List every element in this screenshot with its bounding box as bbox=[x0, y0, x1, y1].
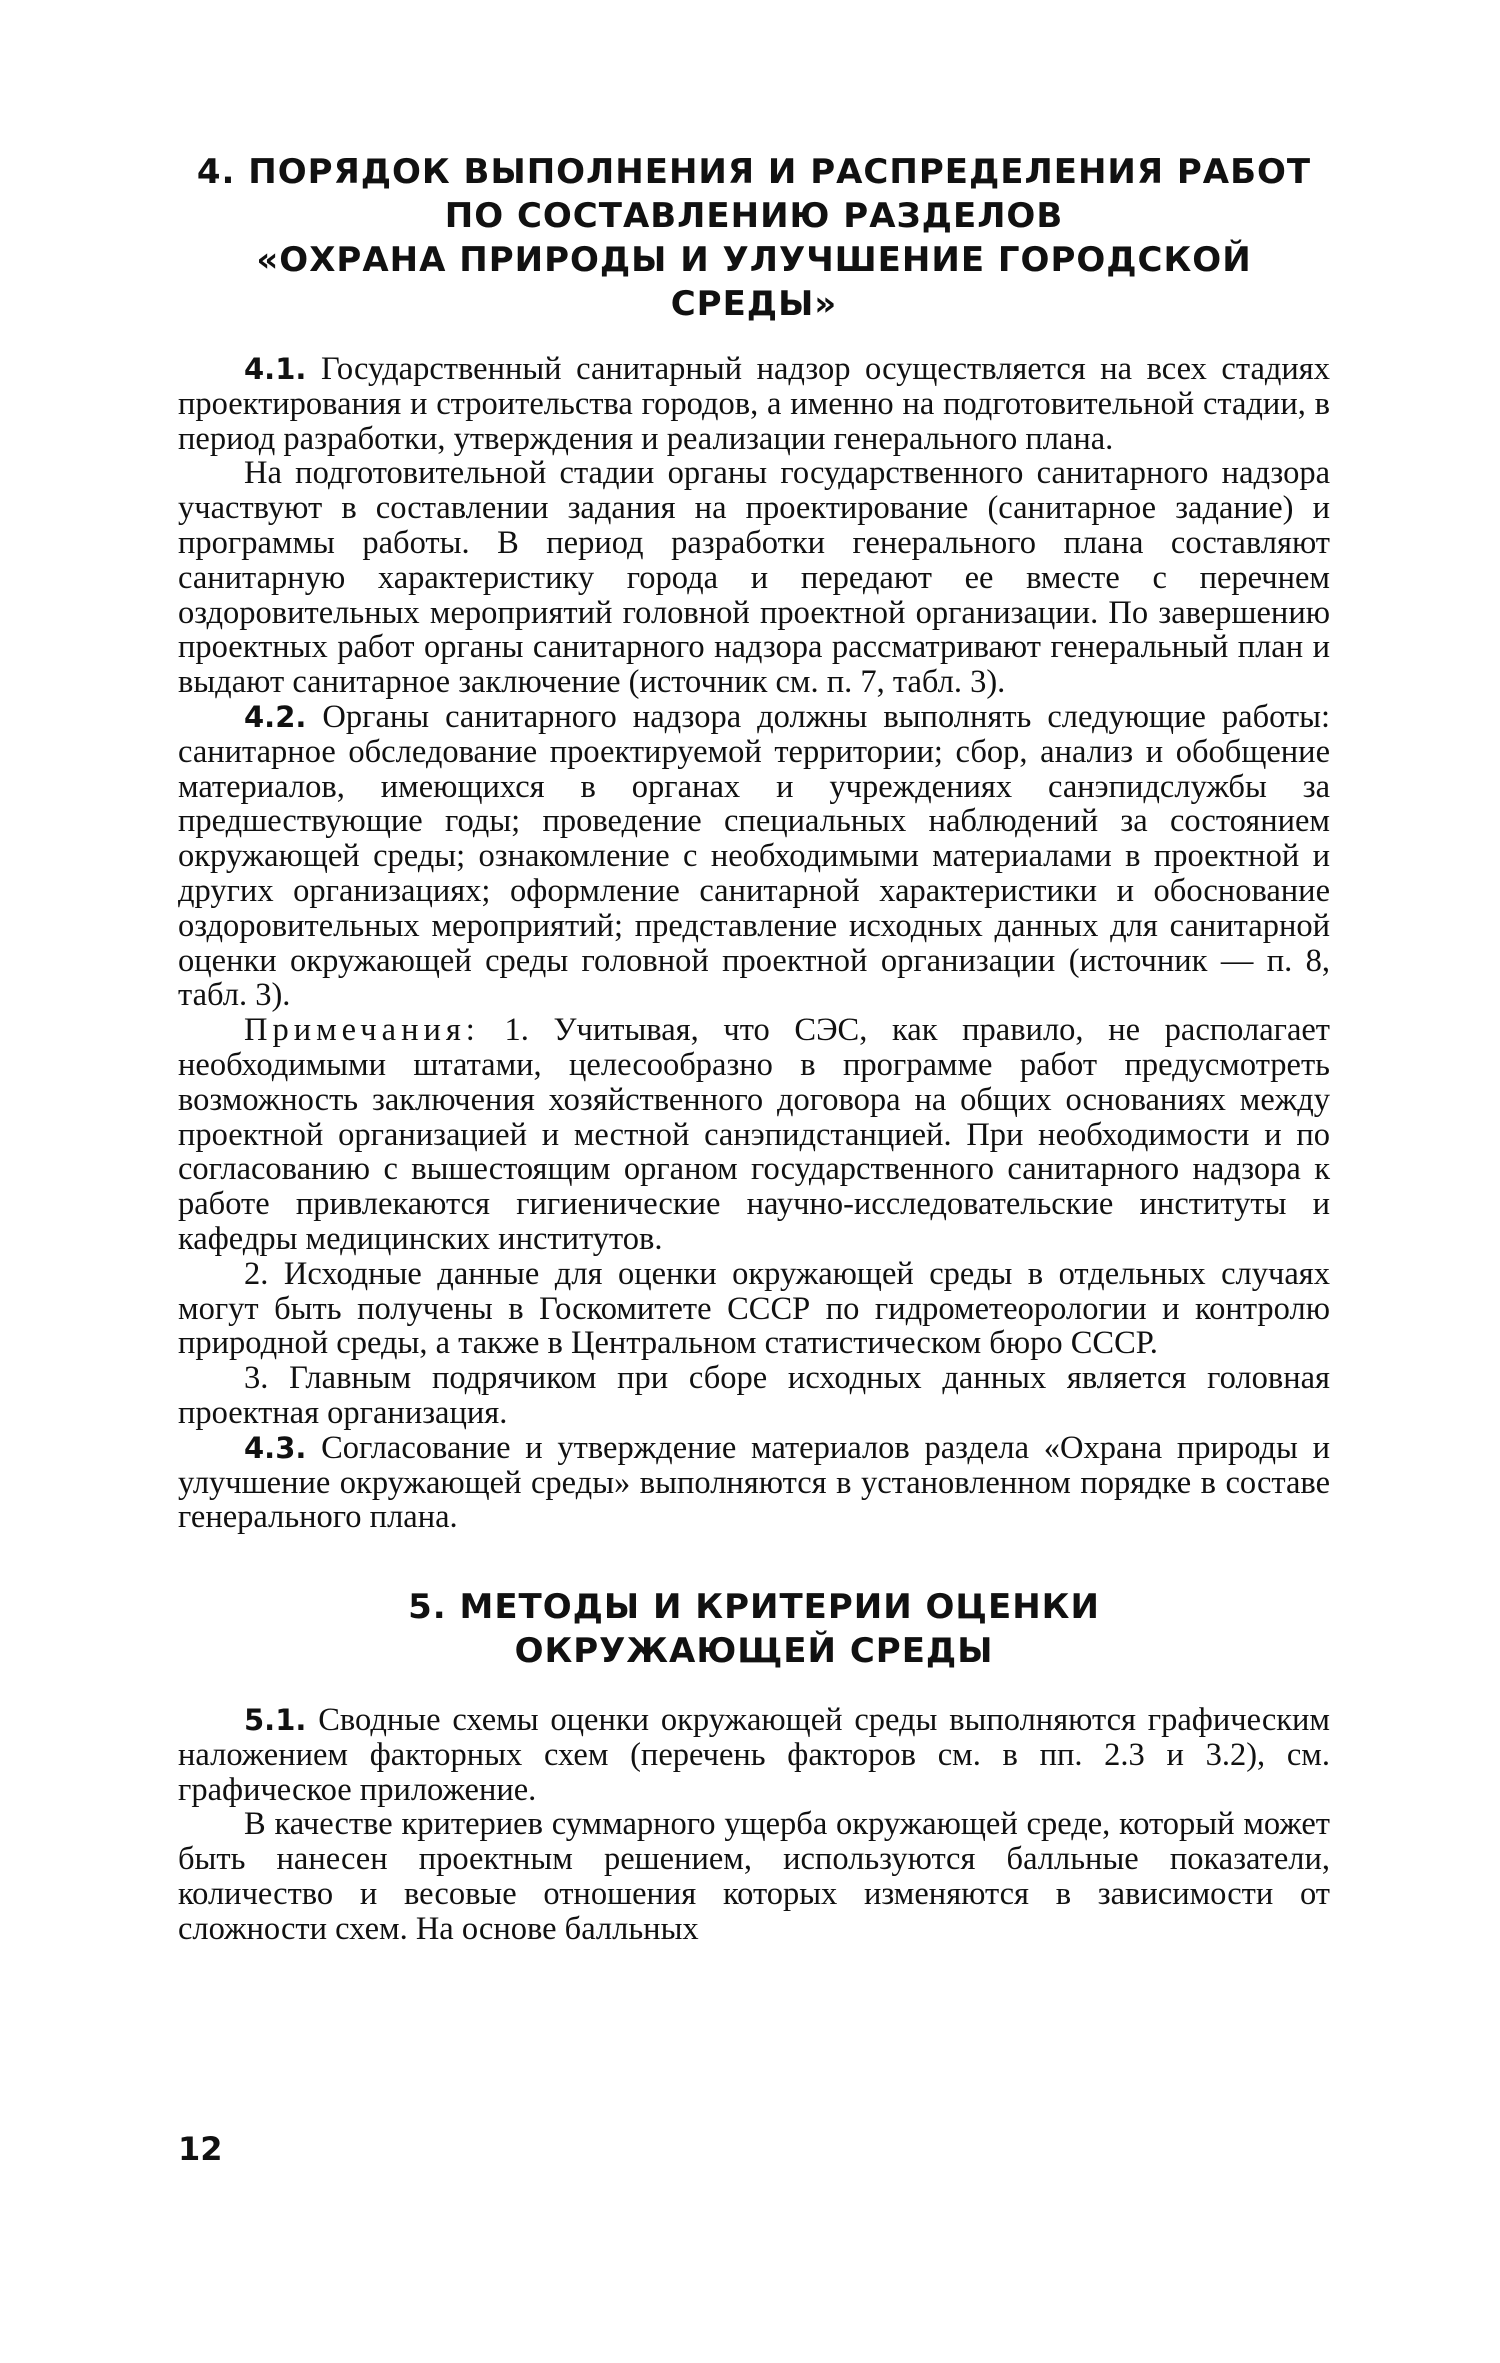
section-4-title-line-1: 4. ПОРЯДОК ВЫПОЛНЕНИЯ И РАСПРЕДЕЛЕНИЯ РАБОТ bbox=[196, 152, 1312, 192]
paragraph-5-1-continued-text: В качестве критериев суммарного ущерба окружающей среде, который может быть нанесен проектным решением, используются балльные показатели, количество и весовые отношения которых изменяются в зависимости от сложности схем. На основе балльных bbox=[178, 1806, 1330, 1947]
paragraph-4-1-text: Государственный санитарный надзор осуществляется на всех стадиях проектирования и строительства городов, а именно на подготовительной стадии, в период разработки, утверждения и реализации генерального плана. bbox=[178, 351, 1331, 457]
paragraph-4-3 bbox=[178, 1431, 1330, 1535]
section-4-title-line-3: «ОХРАНА ПРИРОДЫ И УЛУЧШЕНИЕ ГОРОДСКОЙ СРЕДЫ» bbox=[256, 240, 1252, 324]
section-5-title bbox=[178, 1585, 1330, 1673]
paragraph-4-2-text: Органы санитарного надзора должны выполнять следующие работы: санитарное обследование проектируемой территории; сбор, анализ и обобщение материалов, имеющихся в органах и учреждениях санэпидслужбы за предшествующие годы; проведение специальных наблюдений за состоянием окружающей среды; ознакомление с необходимыми материалами в проектной и других организациях; оформление санитарной характеристики и обоснование оздоровительных мероприятий; представление исходных данных для санитарной оценки окружающей среды головной проектной организации (источник — п. 8, табл. 3). bbox=[178, 698, 1330, 1014]
paragraph-4-1-continued-text: На подготовительной стадии органы государственного санитарного надзора участвуют в составлении задания на проектирование (санитарное задание) и программы работы. В период разработки генерального плана составляют санитарную характеристику города и передают ее вместе с перечнем оздоровительных мероприятий головной проектной организации. По завершению проектных работ органы санитарного надзора рассматривают генеральный план и выдают санитарное заключение (источник см. п. 7, табл. 3). bbox=[178, 455, 1330, 701]
notes-label: Примечания: bbox=[244, 1012, 480, 1049]
paragraph-4-3-text: Согласование и утверждение материалов раздела «Охрана природы и улучшение окружающей среды» выполняются в установленном порядке в составе генерального плана. bbox=[178, 1429, 1330, 1536]
paragraph-4-1-number: 4.1. bbox=[244, 352, 307, 386]
paragraph-4-2-number: 4.2. bbox=[244, 699, 307, 734]
paragraph-5-1-number: 5.1. bbox=[244, 1703, 307, 1738]
document-page bbox=[178, 150, 1330, 1947]
section-4-title bbox=[178, 150, 1330, 326]
paragraph-5-1-text: Сводные схемы оценки окружающей среды выполняются графическим наложением факторных схем (перечень факторов см. в пп. 2.3 и 3.2), см. графическое приложение. bbox=[178, 1702, 1330, 1808]
paragraph-4-1 bbox=[178, 352, 1330, 456]
note-2-text: 2. Исходные данные для оценки окружающей среды в отдельных случаях могут быть получены в Госкомитете СССР по гидрометеорологии и контролю природной среды, а также в Центральном статистическом бюро СССР. bbox=[178, 1255, 1330, 1362]
paragraph-5-1 bbox=[178, 1703, 1330, 1807]
note-1-text: 1. Учитывая, что СЭС, как правило, не располагает необходимыми штатами, целесообразно в программе работ предусмотреть возможность заключения хозяйственного договора на общих основаниях между проектной организацией и местной санэпидстанцией. При необходимости и по согласованию с вышестоящим органом государственного санитарного надзора к работе привлекаются гигиенические научно-исследовательские институты и кафедры медицинских институтов. bbox=[178, 1012, 1331, 1257]
section-5-title-line-2: ОКРУЖАЮЩЕЙ СРЕДЫ bbox=[514, 1631, 994, 1672]
paragraph-4-1-continued bbox=[178, 456, 1330, 700]
page-number: 12 bbox=[178, 2130, 223, 2168]
paragraph-4-3-number: 4.3. bbox=[244, 1430, 307, 1465]
note-3 bbox=[178, 1361, 1330, 1431]
paragraph-5-1-continued bbox=[178, 1807, 1330, 1946]
paragraph-4-2 bbox=[178, 700, 1330, 1013]
section-5-title-line-1: 5. МЕТОДЫ И КРИТЕРИИ ОЦЕНКИ bbox=[408, 1587, 1100, 1628]
section-4-title-line-2: ПО СОСТАВЛЕНИЮ РАЗДЕЛОВ bbox=[444, 196, 1064, 236]
note-2 bbox=[178, 1257, 1330, 1361]
note-1 bbox=[178, 1013, 1330, 1257]
note-3-text: 3. Главным подрячиком при сборе исходных данных является головная проектная организация. bbox=[178, 1360, 1330, 1431]
